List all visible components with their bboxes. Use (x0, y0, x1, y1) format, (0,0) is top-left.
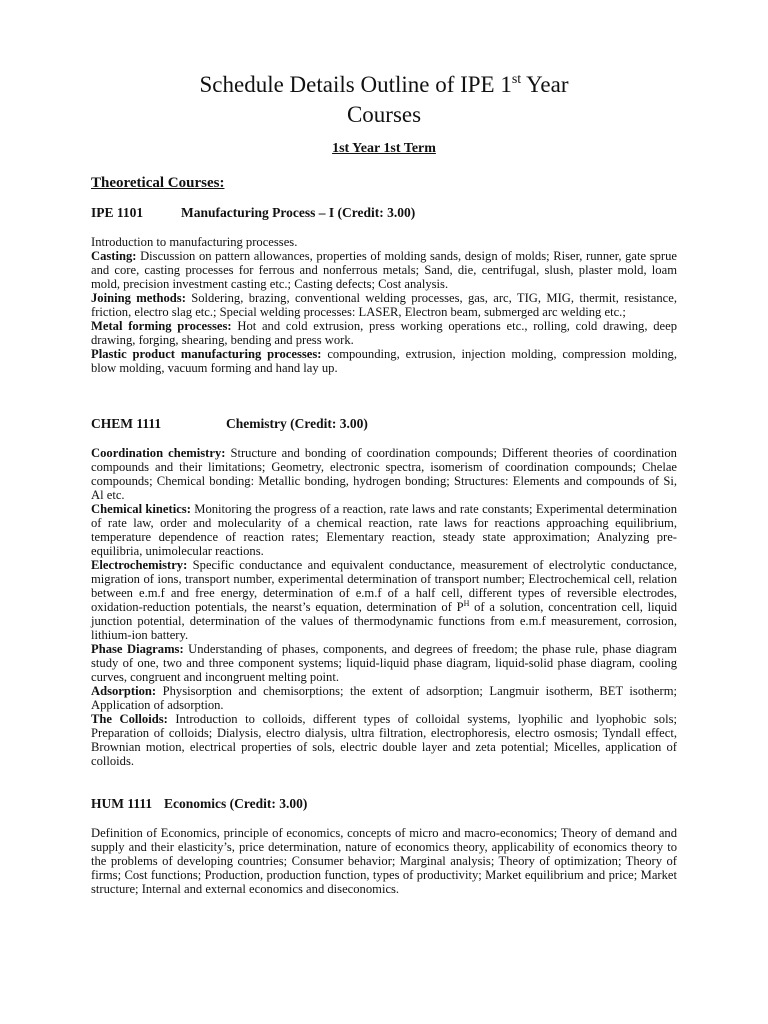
section-heading: Casting: (91, 249, 137, 263)
section-adsorption (91, 684, 677, 712)
course-heading-ipe1101 (91, 205, 415, 221)
course-description-ipe1101 (91, 235, 677, 375)
course-code: HUM 1111 (91, 796, 153, 811)
section-heading: Joining methods: (91, 291, 186, 305)
course-description-hum1111 (91, 826, 677, 896)
ph-superscript: H (463, 599, 470, 608)
section-chemical-kinetics (91, 502, 677, 558)
section-heading: Plastic product manufacturing processes: (91, 347, 322, 361)
section-text-continued: of a solution, concentration cell, liquid junction potential, determination of the values of thermodynamic functions from e.m.f measurement, corrosion, lithium-ion battery. (91, 600, 677, 642)
section-heading: Electrochemistry: (91, 558, 188, 572)
section-text: Soldering, brazing, conventional welding processes, gas, arc, TIG, MIG, thermit, resistance, friction, electro slag etc.; Special welding processes: LASER, Electron beam, submerged arc welding etc.; (91, 291, 677, 319)
title-line2: Courses (346, 102, 422, 127)
section-coordination-chemistry (91, 446, 677, 502)
course-title: Chemistry (Credit: 3.00) (226, 416, 368, 431)
section-plastic-product (91, 347, 677, 375)
course-code: IPE 1101 (91, 205, 144, 220)
section-electrochemistry (91, 558, 677, 642)
section-text: Discussion on pattern allowances, properties of molding sands, design of molds; Riser, runner, gate sprue and core, casting processes for ferrous and nonferrous metals; Sand, die, centrifugal, slush, plaster mold, loam mold, precision investment casting etc.; Casting defects; Cost analysis. (91, 249, 677, 291)
section-text: Understanding of phases, components, and degrees of freedom; the phase rule, phase diagram study of one, two and three component systems; liquid-liquid phase diagram, liquid-solid phase diagram, cooling curves, congruent and incongruent melting point. (91, 642, 677, 684)
section-heading: Metal forming processes: (91, 319, 232, 333)
page-title (0, 70, 768, 130)
section-text: Physisorption and chemisorptions; the extent of adsorption; Langmuir isotherm, BET isotherm; Application of adsorption. (91, 684, 677, 712)
course-title: Manufacturing Process – I (Credit: 3.00) (181, 205, 416, 220)
section-phase-diagrams (91, 642, 677, 684)
section-heading: Phase Diagrams: (91, 642, 184, 656)
section-joining-methods (91, 291, 677, 319)
section-metal-forming (91, 319, 677, 347)
title-superscript: st (511, 72, 522, 87)
term-heading: 1st Year 1st Term (332, 141, 436, 156)
section-heading: Coordination chemistry: (91, 446, 226, 460)
title-part1: Schedule Details Outline of IPE 1 (199, 72, 512, 97)
section-text: Structure and bonding of coordination compounds; Different theories of coordination compounds and their limitations; Geometry, electronic spectra, isomerism of coordination compounds; Chelae compounds; Chemical bonding: Metallic bonding, hydrogen bonding; Structures: Elements and compounds of Si, Al etc. (91, 446, 677, 502)
course-code: CHEM 1111 (91, 416, 162, 431)
course-heading-chem1111 (91, 416, 368, 432)
course-title: Economics (Credit: 3.00) (164, 796, 308, 811)
section-text: Specific conductance and equivalent conductance, measurement of electrolytic conductance, migration of ions, transport number, experimental determination of transport number; Electrochemical cell, relation between e.m.f and free energy, determination of e.m.f of a half cell, different types of reversible electrodes, oxidation-reduction potentials, the nearst’s equation, determination of P (91, 558, 677, 614)
section-text: Introduction to colloids, different types of colloidal systems, lyophilic and lyophobic sols; Preparation of colloids; Dialysis, electro dialysis, ultra filtration, electrophoresis, electro osmosis; Tyndall effect, Brownian motion, electrical properties of sols, electric double layer and zeta potential; Micelles, application of colloids. (91, 712, 677, 768)
section-heading: Chemical kinetics: (91, 502, 191, 516)
course-intro: Introduction to manufacturing processes. (91, 235, 298, 249)
section-colloids (91, 712, 677, 768)
section-heading: The Colloids: (91, 712, 168, 726)
course-heading-hum1111 (91, 796, 307, 812)
course-body: Definition of Economics, principle of economics, concepts of micro and macro-economics; Theory of demand and supply and their elasticity’s, price determination, nature of economics theory, applicability of economics theory to the problems of developing countries; Consumer behavior; Marginal analysis; Theory of optimization; Theory of firms; Cost functions; Production, production function, types of productivity; Market equilibrium and price; Market structure; Internal and external economics and diseconomics. (91, 826, 677, 896)
theoretical-courses-heading: Theoretical Courses: (91, 175, 225, 191)
title-part2: Year (521, 72, 569, 97)
section-text: Hot and cold extrusion, press working operations etc., rolling, cold drawing, deep drawing, forging, shearing, bending and press work. (91, 319, 677, 347)
section-text: compounding, extrusion, injection molding, compression molding, blow molding, vacuum forming and hand lay up. (91, 347, 677, 375)
section-casting (91, 249, 677, 291)
section-text: Monitoring the progress of a reaction, rate laws and rate constants; Experimental determination of rate law, order and molecularity of a chemical reaction, rate laws for reactions approaching equilibrium, temperature dependence of reaction rates; Elementary reaction, steady state approximation; Analyzing pre-equilibria, unimolecular reactions. (91, 502, 677, 558)
section-heading: Adsorption: (91, 684, 157, 698)
course-description-chem1111 (91, 446, 677, 768)
